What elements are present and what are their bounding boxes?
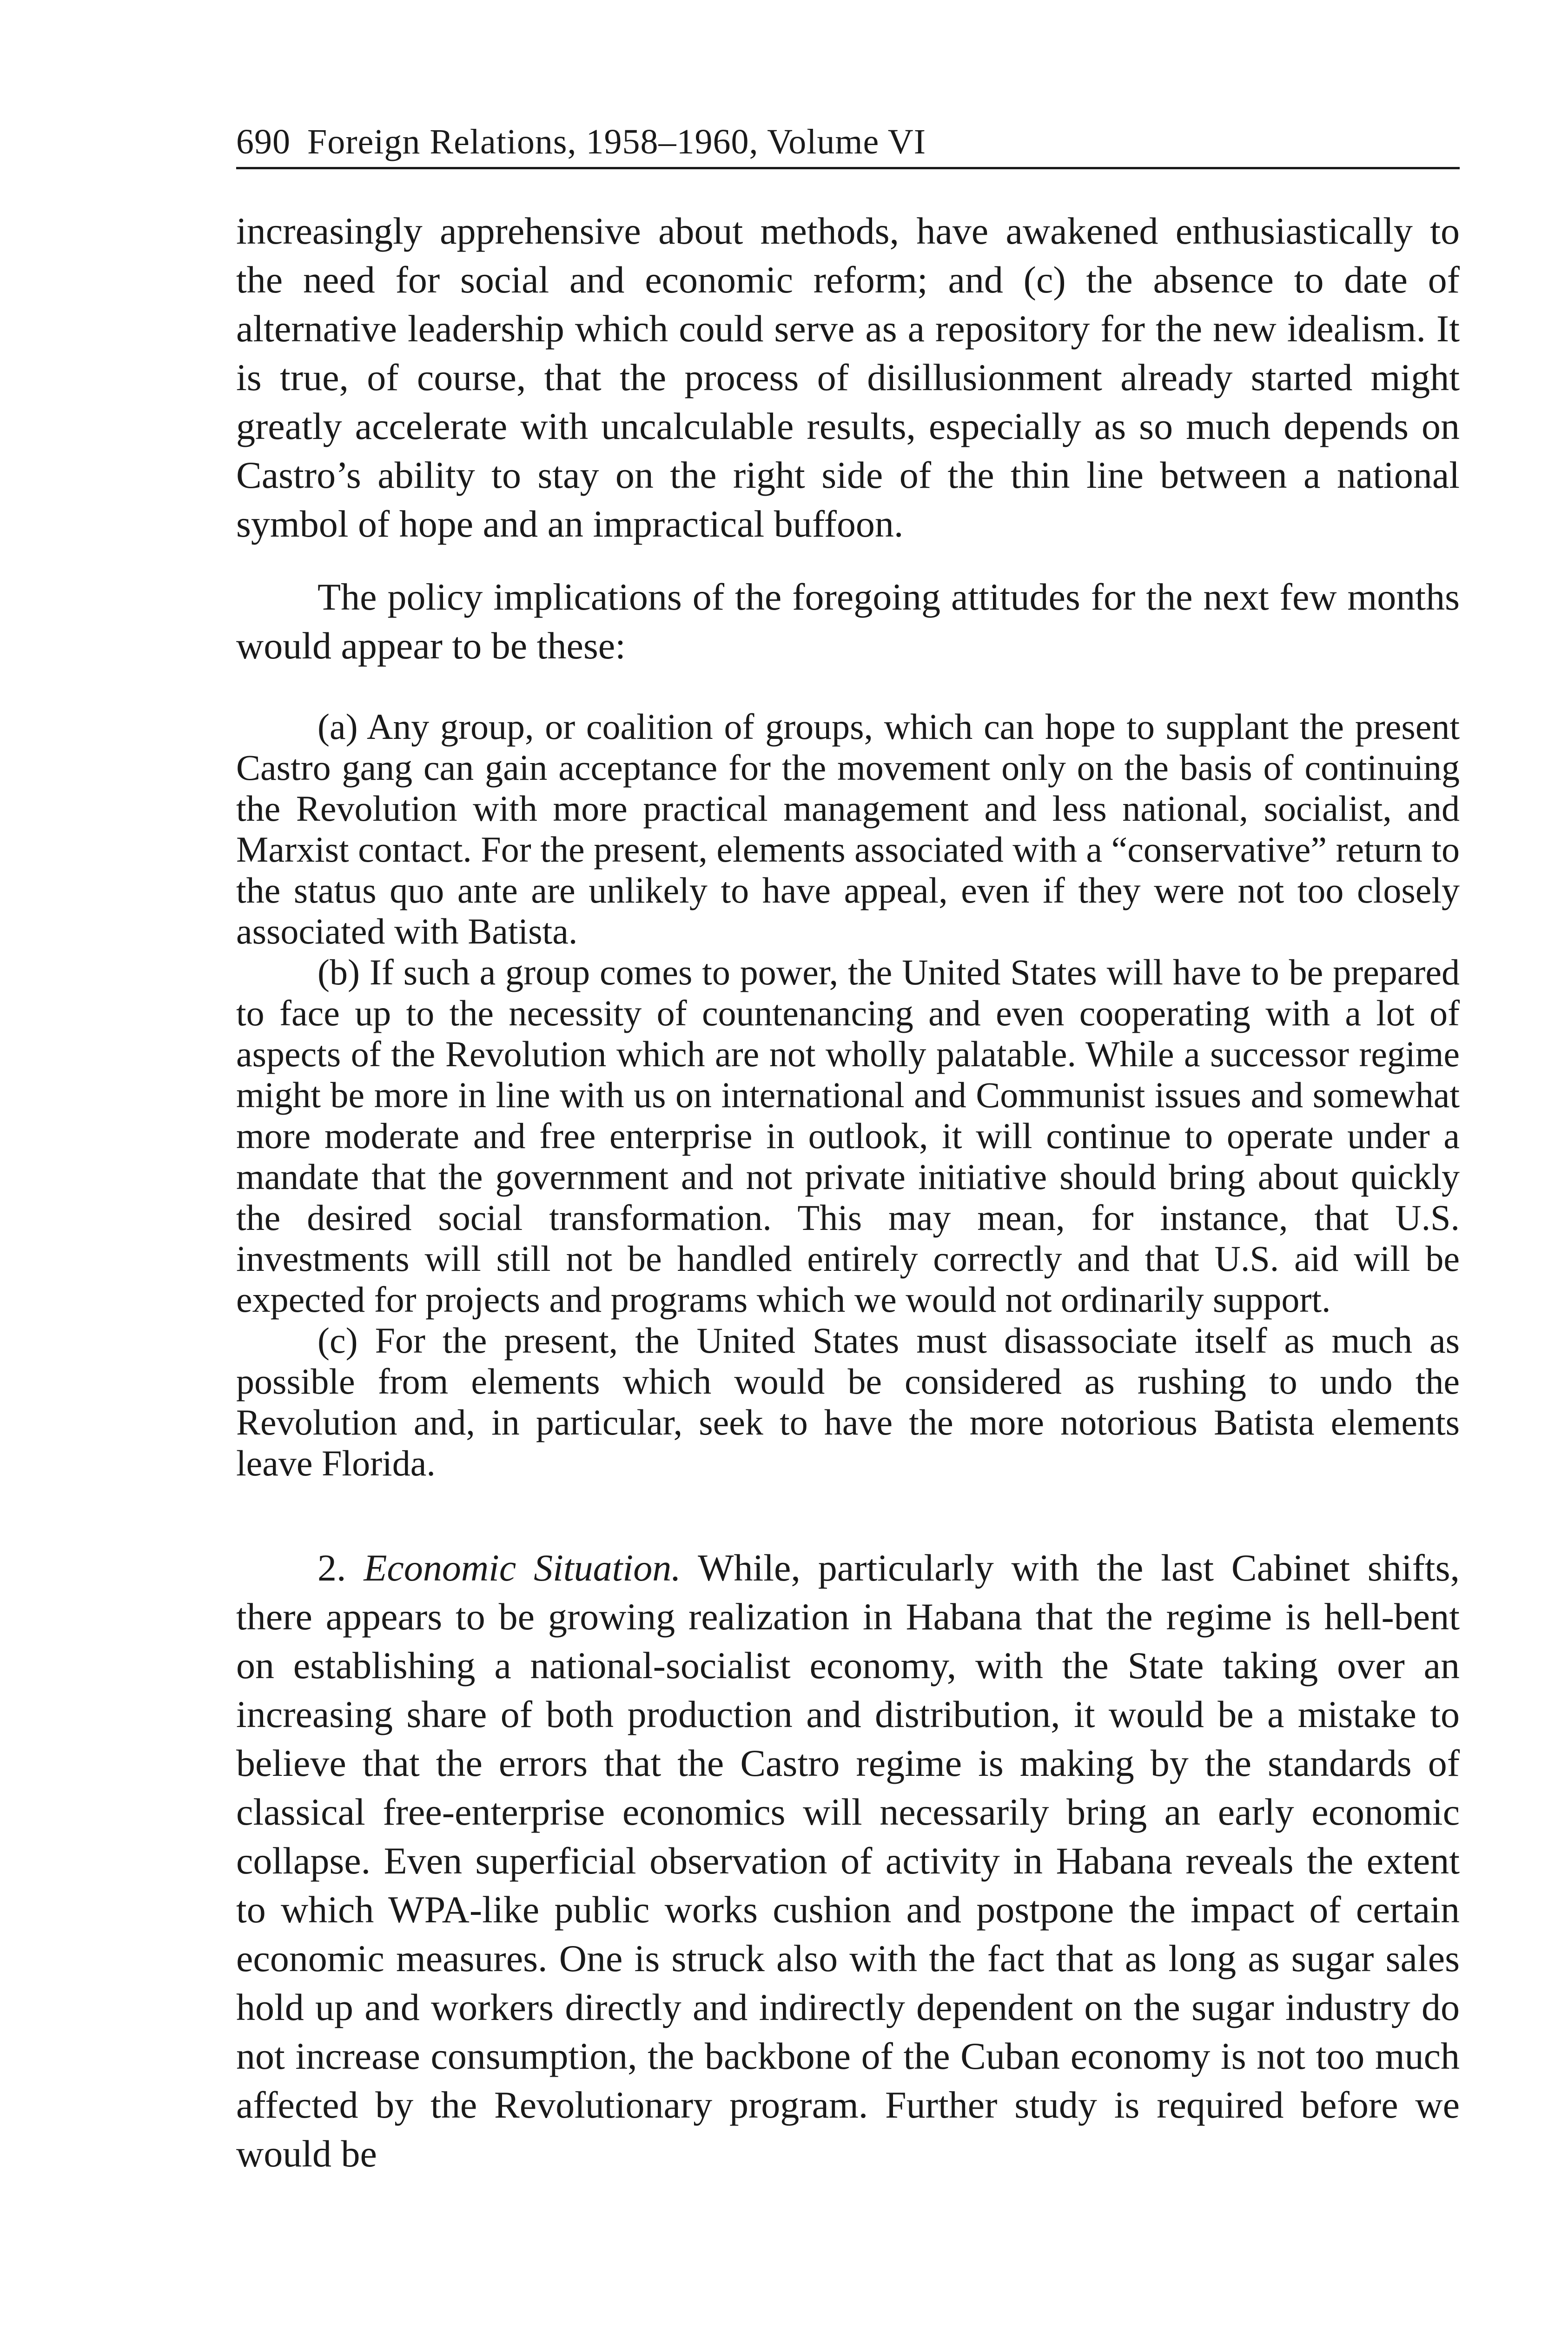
implication-b: (b) If such a group comes to power, the United States will have to be prepared to face up to the necessity of countenancing and even cooperating with a lot of aspects of the Revolution which are not wholly palatable. While a successor regime might be more in line with us on international and Communist issues and somewhat more moderate and free enterprise in outlook, it will continue to operate under a mandate that the government and not private initiative should bring about quickly the desired social transformation. This may mean, for instance, that U.S. investments will still not be handled entirely correctly and that U.S. aid will be expected for projects and programs which we would not ordinarily support. <box>236 952 1460 1320</box>
page-number: 690 <box>236 122 291 161</box>
implication-c: (c) For the present, the United States must disassociate itself as much as possible from elements which would be considered as rushing to undo the Revolution and, in particular, seek to have the more notorious Batista elements leave Florida. <box>236 1320 1460 1484</box>
volume-title: Foreign Relations, 1958–1960, Volume VI <box>307 122 926 161</box>
policy-intro-paragraph: The policy implications of the foregoing attitudes for the next few months would appear to be these: <box>236 576 1460 667</box>
document-page <box>236 122 1460 2216</box>
section-heading: Economic Situation. <box>364 1547 681 1589</box>
economic-situation-paragraph <box>236 1543 1460 2178</box>
running-head <box>236 122 1460 169</box>
implication-a: (a) Any group, or coalition of groups, which can hope to supplant the present Castro gang can gain acceptance for the movement only on the basis of continuing the Revolution with more practical management and less national, socialist, and Marxist contact. For the present, elements associated with a “conservative” return to the status quo ante are unlikely to have appeal, even if they were not too closely associated with Batista. <box>236 706 1460 952</box>
continuation-paragraph: increasingly apprehensive about methods, have awakened enthusiastically to the need for social and economic reform; and (c) the absence to date of alternative leadership which could serve as a repository for the new idealism. It is true, of course, that the process of disillusionment already started might greatly accelerate with uncalculable results, especially as so much depends on Castro’s ability to stay on the right side of the thin line between a national symbol of hope and an impractical buffoon. <box>236 210 1460 545</box>
policy-implications-list <box>236 706 1460 1484</box>
section-number: 2. <box>318 1547 346 1589</box>
main-text <box>236 206 1460 670</box>
section-text: While, particularly with the last Cabinet shifts, there appears to be growing realization in Habana that the regime is hell-bent on establishing a national-socialist economy, with the State taking over an increasing share of both production and distribution, it would be a mistake to believe that the errors that the Castro regime is making by the standards of classical free-enterprise economics will necessarily bring an early economic collapse. Even superficial observation of activity in Habana reveals the extent to which WPA-like public works cushion and postpone the impact of certain economic measures. One is struck also with the fact that as long as sugar sales hold up and workers directly and indirectly dependent on the sugar industry do not increase consumption, the backbone of the Cuban economy is not too much affected by the Revolutionary program. Further study is required before we would be <box>236 1547 1460 2175</box>
